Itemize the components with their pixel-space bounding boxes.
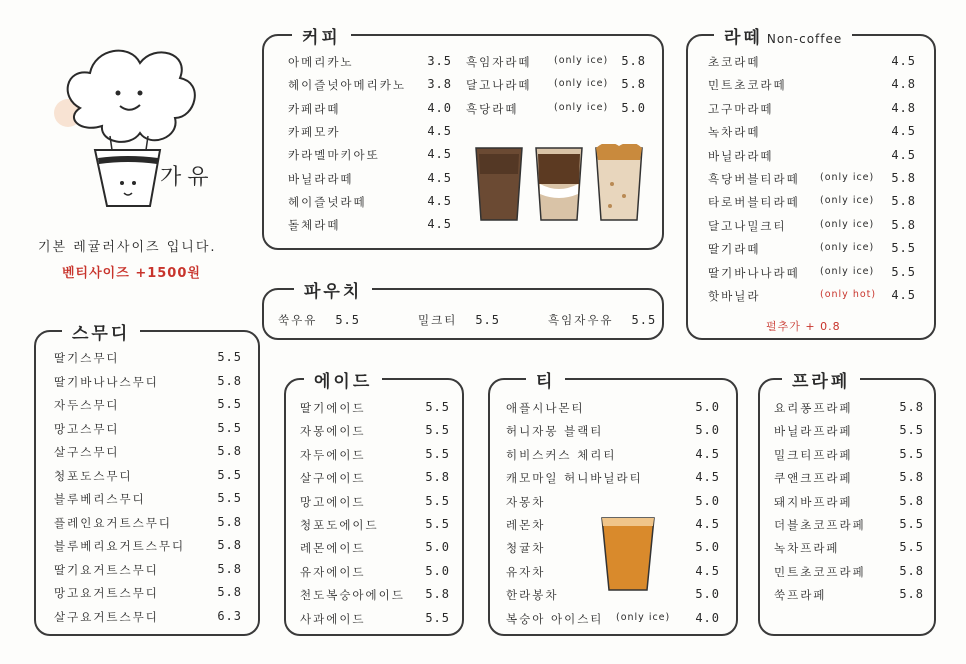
menu-item-name: 블루베리요거트스무디 [54,539,186,553]
pearl-addon-note: 펄추가 + 0.8 [766,320,841,333]
menu-item-note: (only ice) [820,195,875,207]
menu-item-price: 5.0 [695,423,720,438]
menu-item-note: (only ice) [616,611,671,623]
menu-item-price: 3.5 [427,54,452,68]
menu-item-price: 4.5 [695,446,720,461]
menu-item-name: 자몽에이드 [300,424,366,439]
menu-item [288,147,452,167]
menu-item [300,447,450,467]
menu-item-price: 4.5 [891,147,916,162]
menu-item [300,494,450,514]
menu-item-name: 핫바닐라 [708,289,761,303]
menu-item-name: 딸기스무디 [54,351,120,365]
section-title: 에이드 [304,367,382,392]
menu-item-name: 아메리카노 [288,55,354,69]
coffee-drinks-illustration [472,144,652,224]
menu-item-price: 5.8 [899,493,924,508]
menu-item [774,564,924,584]
menu-item-price: 5.5 [425,423,450,438]
menu-item [54,374,242,394]
menu-item-price: 5.5 [217,350,242,364]
menu-item-price: 5.5 [217,467,242,482]
coffee-section [262,28,664,250]
menu-item-note: (only ice) [820,242,875,254]
section-title-main: 라떼 [724,28,763,48]
menu-item-name: 돌체라떼 [288,218,341,233]
menu-item [466,77,646,97]
menu-item-price: 5.0 [695,587,720,602]
menu-item-name: 한라봉차 [506,588,559,603]
menu-item [288,217,452,237]
section-title: 티 [526,367,565,392]
menu-item [548,312,656,328]
menu-item-name: 레몬차 [506,518,546,532]
section-title [714,23,852,48]
menu-item [300,587,450,607]
menu-item [288,77,452,97]
menu-item-name: 살구요거트스무디 [54,609,159,624]
menu-item-price: 4.5 [427,147,452,162]
menu-item [708,194,916,214]
menu-item [774,517,924,537]
menu-item-price: 4.5 [695,470,720,485]
menu-item-price: 4.5 [891,288,916,302]
menu-item-name: 녹차라떼 [708,125,761,140]
menu-item-name: 청포도에이드 [300,518,379,532]
menu-item-note: (only ice) [554,55,609,66]
menu-item-name: 바닐라라떼 [288,171,354,186]
menu-item-name: 딸기바나나라떼 [708,265,800,280]
menu-item-price: 5.0 [695,493,720,508]
brand-name: 가유 [160,165,215,190]
menu-item-price: 5.5 [891,264,916,279]
menu-item-price: 5.8 [899,400,924,414]
menu-item-name: 청포도스무디 [54,468,133,483]
menu-item [288,124,452,144]
menu-item-price: 5.8 [217,538,242,552]
menu-item-price: 4.5 [427,193,452,208]
menu-item [774,494,924,514]
menu-item-name: 흑임자라떼 [466,55,532,69]
menu-item [506,447,720,467]
menu-item-price: 5.5 [899,540,924,555]
menu-item-name: 헤이즐넛라떼 [288,194,367,209]
menu-item-name: 밀크티프라페 [774,447,853,462]
menu-item-price: 5.5 [425,517,450,531]
menu-item-price: 5.8 [621,54,646,68]
menu-item-price: 5.8 [217,561,242,576]
menu-item [300,470,450,490]
menu-item-price: 5.5 [899,517,924,531]
menu-item-name: 흑임자우유 [548,313,614,327]
menu-item [300,540,450,560]
menu-item [708,171,916,191]
menu-item-price: 5.8 [217,373,242,388]
menu-item-price: 4.5 [427,123,452,138]
menu-item-price: 5.0 [695,400,720,414]
menu-item [288,101,452,121]
menu-item-name: 히비스커스 체리티 [506,447,617,462]
menu-item [278,312,360,328]
menu-item-price: 5.8 [899,470,924,485]
menu-item-price: 5.8 [217,514,242,529]
menu-item-name: 쑥프라페 [774,588,827,603]
smoothie-section [34,324,260,636]
menu-item [300,400,450,420]
menu-item-name: 달고나밀크티 [708,218,787,233]
menu-item [774,587,924,607]
menu-item [774,400,924,420]
menu-item-price: 4.5 [695,517,720,531]
menu-item-price: 4.5 [891,124,916,139]
menu-item-price: 5.0 [695,540,720,555]
menu-item-name: 더블초코프라페 [774,518,866,532]
menu-item-price: 5.8 [217,444,242,458]
size-info: 기본 레귤러사이즈 입니다. [38,240,217,255]
menu-item-name: 바닐라라떼 [708,148,774,163]
menu-item-price: 5.5 [425,493,450,508]
menu-item-name: 민트초코프라페 [774,564,866,579]
menu-item [54,538,242,558]
menu-item [300,564,450,584]
menu-item-name: 흑당버블티라떼 [708,172,800,186]
menu-item [708,101,916,121]
menu-item-note: (only ice) [820,172,875,183]
menu-item-price: 5.8 [891,171,916,185]
menu-item-price: 4.8 [891,100,916,115]
section-subtitle: Non-coffee [766,32,843,46]
menu-item-price: 5.5 [217,491,242,505]
menu-item-name: 밀크티 [418,313,458,327]
menu-item-price: 5.8 [217,585,242,599]
menu-item [506,423,720,443]
menu-item-price: 3.8 [427,77,452,92]
menu-item [54,585,242,605]
menu-item-price: 5.8 [425,587,450,602]
menu-item [54,468,242,488]
menu-item-name: 딸기에이드 [300,401,366,415]
menu-item-price: 5.5 [891,241,916,256]
menu-item [708,148,916,168]
menu-item [54,421,242,441]
menu-item [506,611,720,631]
menu-item-price: 4.5 [427,217,452,232]
section-title: 커피 [292,23,351,48]
menu-item-name: 민트초코라떼 [708,78,787,93]
menu-item [300,611,450,631]
menu-item-name: 딸기바나나스무디 [54,374,159,389]
section-title: 스무디 [62,319,140,344]
menu-item [54,491,242,511]
menu-item-name: 유자차 [506,564,546,579]
menu-item [708,241,916,261]
menu-item-note: (only ice) [820,265,875,277]
menu-item [54,609,242,629]
logo [40,38,240,218]
menu-item [288,194,452,214]
menu-item-price: 5.5 [475,313,501,327]
menu-item [54,562,242,582]
latte-section [686,28,936,340]
menu-item-price: 5.5 [217,397,242,411]
menu-item-price: 5.5 [217,420,242,435]
menu-item-name: 자두에이드 [300,447,366,462]
menu-item [774,470,924,490]
menu-item-name: 살구에이드 [300,471,366,486]
menu-item [774,423,924,443]
menu-item-name: 쑥우유 [278,313,318,327]
menu-item-name: 유자에이드 [300,564,366,579]
menu-item-name: 자몽차 [506,494,546,509]
menu-item-name: 요리퐁프라페 [774,401,853,415]
menu-item [300,423,450,443]
menu-item [708,288,916,308]
menu-item [54,397,242,417]
menu-item [54,515,242,535]
menu-item-name: 살구스무디 [54,445,120,459]
menu-item-price: 4.0 [695,610,720,625]
menu-item [288,171,452,191]
menu-item-name: 천도복숭아에이드 [300,588,405,603]
menu-item-price: 5.8 [891,217,916,232]
menu-item-price: 4.5 [891,54,916,68]
menu-item-name: 딸기요거트스무디 [54,562,159,577]
menu-item-price: 5.8 [425,470,450,485]
menu-item-price: 4.5 [695,563,720,578]
menu-item [774,540,924,560]
menu-item-price: 5.5 [899,446,924,461]
menu-item-name: 카라멜마키아또 [288,148,380,163]
venti-info: 벤티사이즈 +1500원 [62,266,201,281]
menu-item-name: 복숭아 아이스티 [506,611,604,626]
menu-item-name: 달고나라떼 [466,78,532,93]
menu-item-name: 돼지바프라페 [774,494,853,509]
menu-item-price: 6.3 [217,608,242,623]
menu-item [774,447,924,467]
menu-item-name: 망고요거트스무디 [54,586,159,600]
menu-item-name: 쿠앤크프라페 [774,471,853,486]
menu-item [708,265,916,285]
menu-item-price: 5.5 [425,400,450,414]
menu-item-price: 5.0 [425,563,450,578]
menu-item-price: 5.5 [425,446,450,461]
frappe-section [758,372,936,636]
menu-item-name: 망고에이드 [300,494,366,509]
menu-item-price: 5.5 [335,313,361,327]
menu-item-price: 5.5 [631,313,657,327]
menu-item [54,444,242,464]
menu-item [708,218,916,238]
menu-item-name: 고구마라떼 [708,101,774,116]
menu-item-name: 흑당라떼 [466,101,519,116]
menu-item-price: 5.8 [899,563,924,578]
menu-item [300,517,450,537]
menu-item [466,54,646,74]
menu-item-name: 플레인요거트스무디 [54,515,172,530]
menu-item-name: 딸기라떼 [708,242,761,257]
menu-item-name: 허니자몽 블랙티 [506,424,604,439]
menu-item-price: 5.5 [899,423,924,438]
menu-item-name: 타로버블티라떼 [708,195,800,210]
menu-item-name: 헤이즐넛아메리카노 [288,78,406,93]
menu-item-name: 청귤차 [506,541,546,556]
pouch-section [262,282,664,340]
menu-item [506,494,720,514]
menu-item-name: 블루베리스무디 [54,492,146,506]
menu-item-name: 녹차프라페 [774,541,840,556]
menu-item [506,400,720,420]
section-title: 프라페 [782,367,860,392]
menu-item [506,470,720,490]
menu-item-price: 4.0 [427,100,452,115]
menu-item-name: 카페모카 [288,124,341,139]
menu-item-name: 캐모마일 허니바닐라티 [506,471,643,486]
menu-item [708,77,916,97]
menu-item-price: 5.0 [621,100,646,115]
menu-item-price: 5.8 [621,77,646,92]
menu-item-price: 5.0 [425,540,450,555]
menu-item-name: 애플시나몬티 [506,401,585,415]
menu-item-note: (only hot) [820,289,877,300]
section-title: 파우치 [294,277,372,302]
menu-item-price: 5.5 [425,610,450,625]
menu-item [54,350,242,370]
menu-item-note: (only ice) [554,78,609,90]
cloud-cup-icon [40,38,240,218]
menu-item [708,124,916,144]
menu-item-name: 카페라떼 [288,101,341,116]
menu-item [288,54,452,74]
tea-section [488,372,738,636]
menu-item [466,101,646,121]
menu-item-note: (only ice) [554,101,609,113]
menu-item-name: 자두스무디 [54,398,120,412]
menu-item-name: 망고스무디 [54,421,120,436]
menu-item-price: 4.5 [427,170,452,185]
menu-item-name: 초코라떼 [708,55,761,69]
menu-item-name: 바닐라프라페 [774,424,853,439]
menu-item-name: 레몬에이드 [300,541,366,556]
menu-item-note: (only ice) [820,218,875,230]
menu-item-price: 5.8 [899,587,924,602]
menu-item [708,54,916,74]
ade-section [284,372,464,636]
menu-item-price: 5.8 [891,194,916,209]
menu-item-name: 사과에이드 [300,611,366,626]
iced-tea-illustration [598,514,658,592]
menu-item [418,312,500,328]
menu-item-price: 4.8 [891,77,916,92]
